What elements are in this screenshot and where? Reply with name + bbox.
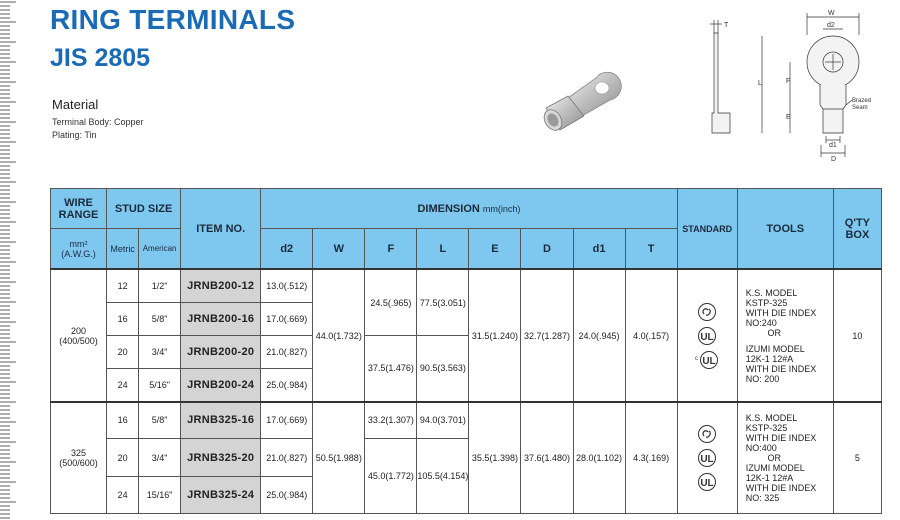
d-cell: 37.6(1.480)	[521, 402, 573, 514]
header-metric: Metric	[107, 229, 139, 269]
header-wire-range: WIRE RANGE	[51, 189, 107, 229]
t-cell: 4.3(.169)	[625, 402, 677, 514]
w-cell: 50.5(1.988)	[313, 402, 365, 514]
american-cell: 3/4"	[139, 336, 181, 369]
american-cell: 5/8"	[139, 303, 181, 336]
wire-range-cell: 325 (500/600)	[51, 402, 107, 514]
header-mm2-awg: mm² (A.W.G.)	[51, 229, 107, 269]
page-title: RING TERMINALS	[50, 4, 296, 35]
tools-cell: K.S. MODEL KSTP-325 WITH DIE INDEX NO:240 OR IZUMI MODEL 12K-1 12#A WITH DIE INDEX NO: 200	[737, 269, 833, 401]
table-row	[51, 402, 882, 439]
tools-cell: K.S. MODEL KSTP-325 WITH DIE INDEX NO:400 OR IZUMI MODEL 12K-1 12#A WITH DIE INDEX NO: 325	[737, 402, 833, 514]
dimension-drawing	[700, 5, 890, 165]
cul-icon	[697, 472, 717, 492]
e-cell: 31.5(1.240)	[469, 269, 521, 401]
metric-cell: 16	[107, 303, 139, 336]
dim-label-l: L	[758, 80, 762, 87]
d-cell: 32.7(1.287)	[521, 269, 573, 401]
label-seam: Seam	[852, 105, 868, 111]
item-no-cell: JRNB200-16	[181, 303, 261, 336]
csa-icon	[697, 302, 717, 322]
dim-label-d1: d1	[829, 142, 837, 149]
item-no-cell: JRNB200-24	[181, 369, 261, 402]
f-cell: 45.0(1.772)	[365, 439, 417, 514]
e-cell: 35.5(1.398)	[469, 402, 521, 514]
header-american: American	[139, 229, 181, 269]
item-no-cell: JRNB325-24	[181, 476, 261, 513]
american-cell: 1/2"	[139, 269, 181, 302]
metric-cell: 16	[107, 402, 139, 439]
spec-table-wrapper	[50, 188, 882, 514]
l-cell: 94.0(3.701)	[417, 402, 469, 439]
f-cell: 33.2(1.307)	[365, 402, 417, 439]
dim-label-t: T	[724, 22, 729, 29]
d2-cell: 25.0(.984)	[261, 369, 313, 402]
d2-cell: 13.0(.512)	[261, 269, 313, 302]
metric-cell: 12	[107, 269, 139, 302]
item-no-cell: JRNB325-16	[181, 402, 261, 439]
standard-cell	[677, 269, 737, 401]
d1-cell: 24.0(.945)	[573, 269, 625, 401]
american-cell: 5/16"	[139, 369, 181, 402]
spec-table	[50, 188, 882, 514]
ring-terminal-photo	[538, 60, 628, 140]
d2-cell: 17.0(.669)	[261, 303, 313, 336]
dim-label-d: D	[831, 156, 837, 163]
header-qty-box: Q'TY BOX	[833, 189, 881, 270]
d2-cell: 25.0(.984)	[261, 476, 313, 513]
dim-label-e: E	[786, 114, 791, 121]
l-cell: 90.5(3.563)	[417, 336, 469, 402]
header-d1: d1	[573, 229, 625, 269]
l-cell: 77.5(3.051)	[417, 269, 469, 335]
w-cell: 44.0(1.732)	[313, 269, 365, 401]
svg-text:UL: UL	[700, 453, 714, 465]
header-dimension: DIMENSION mm(inch)	[261, 189, 677, 229]
dim-label-d2: d2	[827, 22, 835, 29]
table-row	[51, 269, 882, 302]
d2-cell: 21.0(.827)	[261, 439, 313, 476]
d1-cell: 28.0(1.102)	[573, 402, 625, 514]
american-cell: 3/4"	[139, 439, 181, 476]
f-cell: 37.5(1.476)	[365, 336, 417, 402]
ul-icon	[697, 448, 717, 468]
qty-cell: 10	[833, 269, 881, 401]
wire-range-cell: 200 (400/500)	[51, 269, 107, 401]
dim-label-f: F	[786, 78, 791, 85]
page-subtitle: JIS 2805	[50, 44, 151, 72]
header-f: F	[365, 229, 417, 269]
f-cell: 24.5(.965)	[365, 269, 417, 335]
header-item-no: ITEM NO.	[181, 189, 261, 270]
label-brazed: Brazed	[852, 98, 872, 104]
svg-text:UL: UL	[702, 355, 716, 367]
dim-label-w: W	[828, 10, 835, 17]
metric-cell: 20	[107, 439, 139, 476]
d2-cell: 17.0(.669)	[261, 402, 313, 439]
material-heading: Material	[52, 97, 99, 112]
item-no-cell: JRNB200-12	[181, 269, 261, 302]
header-t: T	[625, 229, 677, 269]
header-standard: STANDARD	[677, 189, 737, 270]
material-plating: Plating: Tin	[52, 130, 97, 140]
item-no-cell: JRNB200-20	[181, 336, 261, 369]
d2-cell: 21.0(.827)	[261, 336, 313, 369]
svg-text:c: c	[695, 355, 699, 362]
material-body: Terminal Body: Copper	[52, 117, 144, 127]
header-l: L	[417, 229, 469, 269]
csa-icon	[697, 424, 717, 444]
metric-cell: 24	[107, 476, 139, 513]
edge-ruler	[0, 0, 22, 520]
ul-icon	[697, 326, 717, 346]
l-cell: 105.5(4.154)	[417, 439, 469, 514]
standard-cell	[677, 402, 737, 514]
header-d2: d2	[261, 229, 313, 269]
svg-text:UL: UL	[700, 477, 714, 489]
header-e: E	[469, 229, 521, 269]
american-cell: 15/16"	[139, 476, 181, 513]
qty-cell: 5	[833, 402, 881, 514]
header-d: D	[521, 229, 573, 269]
cul-icon	[694, 350, 720, 370]
metric-cell: 24	[107, 369, 139, 402]
header-w: W	[313, 229, 365, 269]
header-stud-size: STUD SIZE	[107, 189, 181, 229]
header-tools: TOOLS	[737, 189, 833, 270]
item-no-cell: JRNB325-20	[181, 439, 261, 476]
metric-cell: 20	[107, 336, 139, 369]
american-cell: 5/8"	[139, 402, 181, 439]
t-cell: 4.0(.157)	[625, 269, 677, 401]
svg-text:UL: UL	[700, 331, 714, 343]
